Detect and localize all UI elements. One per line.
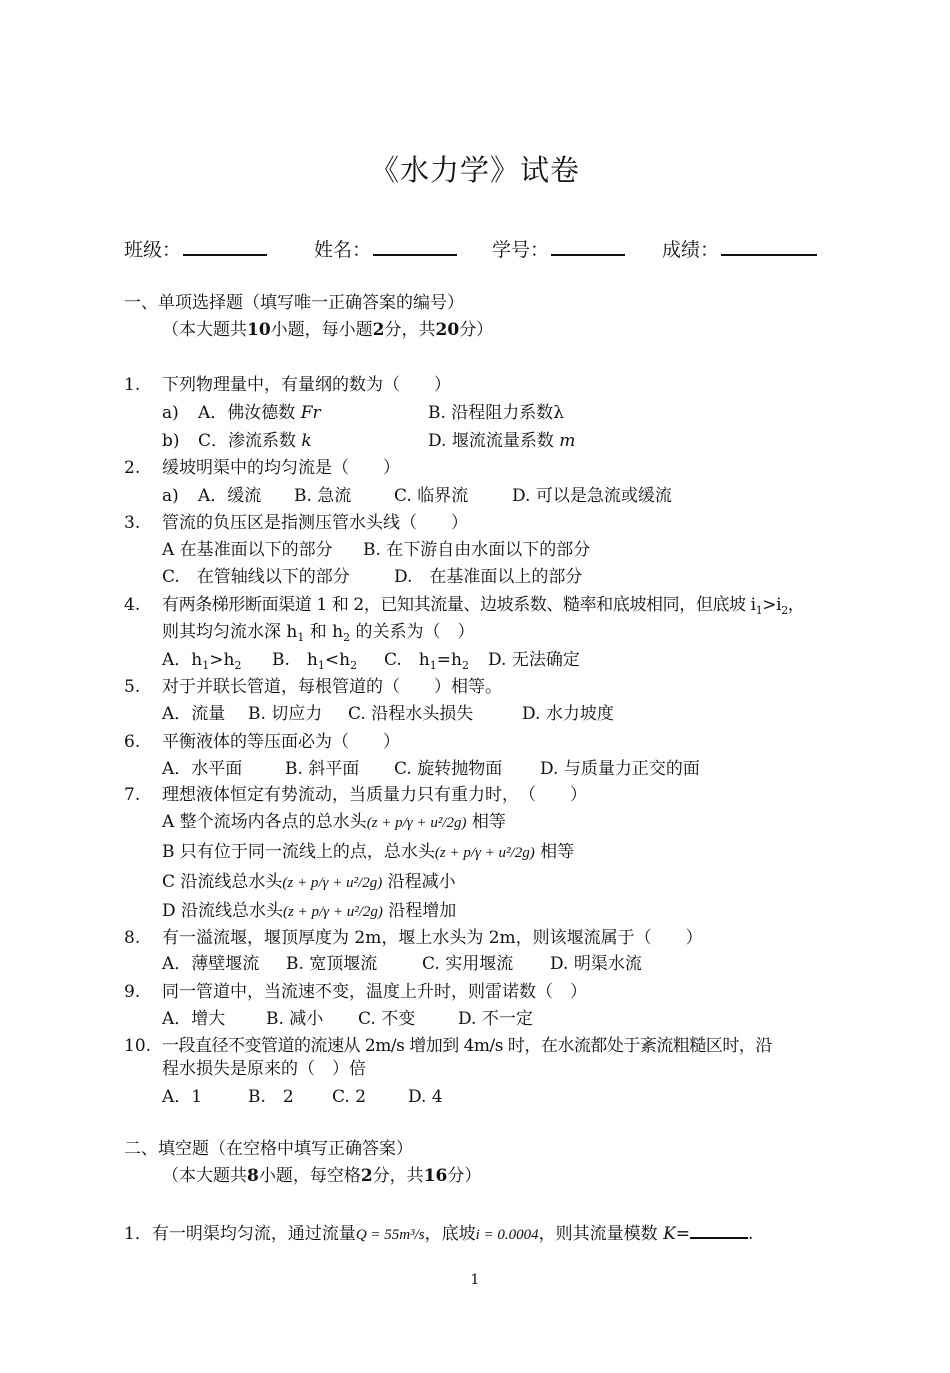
option-text: D. 堰流流量系数 xyxy=(428,431,560,451)
exam-title: 《水力学》试卷 xyxy=(369,153,580,187)
q1-row1-label: a) xyxy=(162,403,179,423)
q2-option-b[interactable]: B. 急流 xyxy=(294,486,352,506)
total-head-formula: (z + p/γ + u²/2g) xyxy=(434,845,535,861)
page-number: 1 xyxy=(470,1272,480,1288)
option-text: A 整个流场内各点的总水头 xyxy=(162,812,367,832)
note-text: 小题，每小题 xyxy=(270,320,373,340)
q10-number: 10. xyxy=(124,1036,152,1056)
class-blank[interactable] xyxy=(183,234,267,256)
q10-option-a[interactable]: A．1 xyxy=(162,1087,203,1107)
q5-option-d[interactable]: D. 水力坡度 xyxy=(522,704,614,724)
q1-number: 1. xyxy=(124,375,141,395)
fill-q1-text: ，则其流量模数 xyxy=(538,1224,664,1244)
fill-q1 xyxy=(124,1221,753,1246)
subscript: 1 xyxy=(202,659,210,672)
class-field xyxy=(124,234,267,262)
option-text: 沿程减小 xyxy=(382,872,456,892)
flow-formula: Q = 55m³/s xyxy=(355,1227,425,1243)
section2-note xyxy=(162,1165,481,1187)
slope-formula: i = 0.0004 xyxy=(475,1227,539,1243)
option-text: >h xyxy=(209,650,235,670)
note-number: 2 xyxy=(372,320,385,340)
q6-number: 6. xyxy=(124,732,141,752)
section1-heading: 一、单项选择题（填写唯一正确答案的编号） xyxy=(124,293,464,313)
q8-number: 8. xyxy=(124,928,141,948)
option-text: B 只有位于同一流线上的点，总水头 xyxy=(162,842,435,862)
note-number: 2 xyxy=(360,1166,373,1186)
option-text: C．渗流系数 xyxy=(198,431,302,451)
q7-number: 7. xyxy=(124,785,141,805)
q2-option-a[interactable]: A．缓流 xyxy=(198,486,262,506)
q9-option-b[interactable]: B. 减小 xyxy=(266,1009,324,1029)
q7-option-c[interactable] xyxy=(162,871,456,894)
q8-option-d[interactable]: D. 明渠水流 xyxy=(550,954,642,974)
subscript: 1 xyxy=(429,659,437,672)
q5-option-c[interactable]: C. 沿程水头损失 xyxy=(348,704,474,724)
subscript: 2 xyxy=(781,604,788,617)
note-text: 分，共 xyxy=(384,320,436,340)
id-blank[interactable] xyxy=(551,234,625,256)
total-head-formula: (z + p/γ + u²/2g) xyxy=(283,904,383,920)
symbol: m xyxy=(559,431,576,451)
q9-option-a[interactable]: A．增大 xyxy=(162,1009,226,1029)
q7-text: 理想液体恒定有势流动，当质量力只有重力时， （ ） xyxy=(162,785,587,805)
score-field xyxy=(662,234,817,262)
option-text: =h xyxy=(436,650,462,670)
q10-option-b[interactable]: B. 2 xyxy=(248,1087,294,1107)
q2-row-label: a) xyxy=(162,486,179,506)
q1-text: 下列物理量中，有量纲的数为（ ） xyxy=(162,375,451,395)
q2-number: 2. xyxy=(124,458,141,478)
note-text: 分） xyxy=(447,1166,482,1186)
q5-option-a[interactable]: A．流量 xyxy=(162,704,226,724)
id-label: 学号： xyxy=(492,239,550,261)
subscript: 2 xyxy=(234,659,242,672)
total-head-formula: (z + p/γ + u²/2g) xyxy=(282,875,383,891)
q10-option-c[interactable]: C. 2 xyxy=(332,1087,367,1107)
q10-text-line1: 一段直径不变管道的流速从 2m/s 增加到 4m/s 时，在水流都处于紊流粗糙区时，沿 xyxy=(162,1036,772,1056)
q3-text: 管流的负压区是指测压管水头线（ ） xyxy=(162,513,468,533)
name-label: 姓名： xyxy=(314,239,372,261)
q10-text-line2: 程水损失是原来的（ ）倍 xyxy=(162,1059,366,1079)
fill-q1-text: 1．有一明渠均匀流，通过流量 xyxy=(124,1224,356,1244)
note-text: 分） xyxy=(459,320,494,340)
q4-text: >i xyxy=(762,595,782,615)
option-text: C. h xyxy=(384,650,430,670)
subscript: 1 xyxy=(297,631,305,644)
note-text: （本大题共 xyxy=(162,320,247,340)
q6-text: 平衡液体的等压面必为（ ） xyxy=(162,732,400,752)
q4-option-c[interactable] xyxy=(384,649,469,677)
option-text: 相等 xyxy=(466,812,506,832)
total-head-formula: (z + p/γ + u²/2g) xyxy=(366,815,467,831)
q9-option-c[interactable]: C. 不变 xyxy=(358,1009,416,1029)
q4-text: 和 h xyxy=(304,622,344,642)
fill-q1-text: ，底坡 xyxy=(424,1224,476,1244)
q3-option-a[interactable]: A 在基准面以下的部分 xyxy=(162,540,333,560)
section1-note xyxy=(162,319,493,341)
name-field xyxy=(314,234,457,262)
q8-option-b[interactable]: B. 宽顶堰流 xyxy=(286,954,378,974)
q7-option-d[interactable] xyxy=(162,900,456,923)
q5-option-b[interactable]: B. 切应力 xyxy=(248,704,323,724)
note-number: 20 xyxy=(435,320,460,340)
q4-text: ， xyxy=(787,595,805,615)
q1-row2-label: b) xyxy=(162,431,180,451)
q4-text: 则其均匀流水深 h xyxy=(162,622,298,642)
q1-option-c[interactable] xyxy=(198,430,312,452)
symbol: Fr xyxy=(300,403,321,423)
q1-option-b[interactable]: B. 沿程阻力系数λ xyxy=(428,403,565,423)
option-text: 相等 xyxy=(534,842,575,862)
q9-number: 9. xyxy=(124,982,141,1002)
q8-option-c[interactable]: C. 实用堰流 xyxy=(422,954,514,974)
q5-number: 5. xyxy=(124,677,141,697)
option-text: C 沿流线总水头 xyxy=(162,872,283,892)
score-blank[interactable] xyxy=(721,234,817,256)
note-number: 8 xyxy=(247,1166,259,1186)
note-number: 10 xyxy=(247,320,271,340)
q9-option-d[interactable]: D. 不一定 xyxy=(458,1009,533,1029)
score-label: 成绩： xyxy=(662,239,720,261)
note-text: 小题，每空格 xyxy=(258,1166,361,1186)
q2-text: 缓坡明渠中的均匀流是（ ） xyxy=(162,458,400,478)
q9-text: 同一管道中，当流速不变，温度上升时，则雷诺数（ ） xyxy=(162,982,587,1002)
subscript: 1 xyxy=(755,604,763,617)
answer-blank[interactable] xyxy=(690,1221,748,1239)
option-text: A．h xyxy=(162,650,203,670)
section2-heading: 二、填空题（在空格中填写正确答案） xyxy=(124,1139,413,1159)
q4-text: 有两条梯形断面渠道 1 和 2，已知其流量、边坡系数、糙率和底坡相同，但底坡 i xyxy=(162,595,756,615)
symbol: k xyxy=(301,431,312,451)
q4-text-line2 xyxy=(162,621,475,649)
q4-option-a[interactable] xyxy=(162,649,241,677)
class-label: 班级： xyxy=(124,239,182,261)
q8-option-a[interactable]: A．薄壁堰流 xyxy=(162,954,260,974)
q3-option-b[interactable]: B. 在下游自由水面以下的部分 xyxy=(363,540,591,560)
q6-option-d[interactable]: D. 与质量力正交的面 xyxy=(540,759,700,779)
note-text: （本大题共 xyxy=(162,1166,247,1186)
q7-option-b[interactable] xyxy=(162,841,574,864)
q2-option-d[interactable]: D. 可以是急流或缓流 xyxy=(512,486,672,506)
q3-option-c[interactable]: C. 在管轴线以下的部分 xyxy=(162,567,350,587)
student-info-row xyxy=(124,234,824,264)
symbol: K xyxy=(663,1224,676,1244)
q7-option-a[interactable] xyxy=(162,811,506,834)
option-text: <h xyxy=(324,650,351,670)
q4-text-line1 xyxy=(162,594,804,622)
q4-text: 的关系为（ ） xyxy=(350,622,475,642)
name-blank[interactable] xyxy=(373,234,457,256)
q4-number: 4. xyxy=(124,595,141,615)
option-text: D 沿流线总水头 xyxy=(162,901,284,921)
id-field xyxy=(492,234,625,262)
subscript: 2 xyxy=(461,659,469,672)
q6-option-b[interactable]: B. 斜平面 xyxy=(285,759,360,779)
subscript: 2 xyxy=(350,659,358,672)
q6-option-a[interactable]: A．水平面 xyxy=(162,759,243,779)
q3-number: 3. xyxy=(124,513,141,533)
q1-option-d[interactable] xyxy=(428,430,575,452)
option-text: 沿程增加 xyxy=(382,901,457,921)
q5-text: 对于并联长管道，每根管道的（ ）相等。 xyxy=(162,677,502,697)
q10-option-d[interactable]: D. 4 xyxy=(408,1087,443,1107)
note-text: 分，共 xyxy=(372,1166,424,1186)
q4-option-d[interactable]: D. 无法确定 xyxy=(488,650,580,670)
q6-option-c[interactable]: C. 旋转抛物面 xyxy=(394,759,503,779)
subscript: 2 xyxy=(343,631,351,644)
q2-option-c[interactable]: C. 临界流 xyxy=(394,486,469,506)
fill-q1-text: . xyxy=(748,1224,754,1244)
q8-text: 有一溢流堰，堰顶厚度为 2m，堰上水头为 2m，则该堰流属于（ ） xyxy=(162,928,703,948)
q4-option-b[interactable] xyxy=(272,649,357,677)
option-text: B. h xyxy=(272,650,318,670)
option-text: A．佛汝德数 xyxy=(198,403,301,423)
q3-option-d[interactable]: D. 在基准面以上的部分 xyxy=(394,567,583,587)
q1-option-a[interactable] xyxy=(198,402,321,424)
fill-q1-text: = xyxy=(675,1224,691,1244)
subscript: 1 xyxy=(317,659,325,672)
note-number: 16 xyxy=(423,1166,448,1186)
